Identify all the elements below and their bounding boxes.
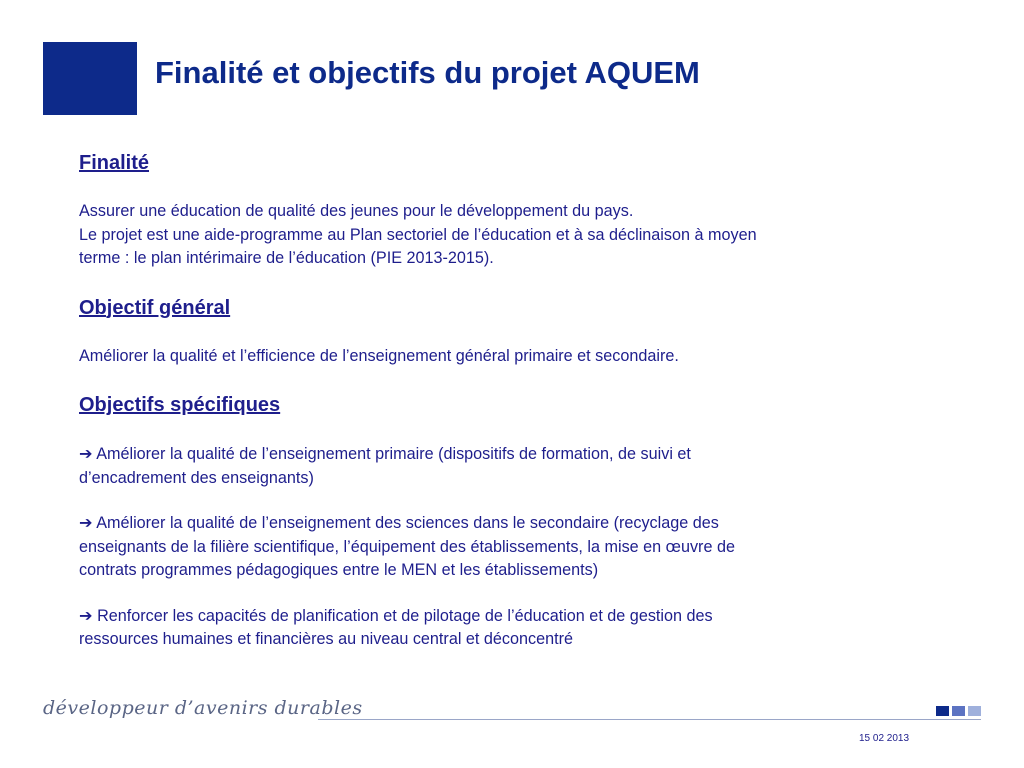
finalite-line-1: Assurer une éducation de qualité des jeunes pour le développement du pays. [79, 202, 634, 220]
arrow-right-icon: ➔ [79, 513, 93, 532]
footer-date: 15 02 2013 [859, 733, 910, 744]
corner-brand-square [43, 42, 137, 115]
specific-objective-item [79, 442, 929, 490]
specific-objective-1-line-1 [79, 442, 929, 467]
arrow-right-icon: ➔ [79, 605, 93, 625]
specific-objective-2-line-1 [79, 511, 929, 536]
specific-objective-1-text: Améliorer la qualité de l’enseignement primaire (dispositifs de formation, de suivi et [96, 445, 691, 463]
heading-objectifs-specifiques: Objectifs spécifiques [79, 394, 281, 416]
footer-squares-icon [936, 706, 981, 716]
finalite-line-3: terme : le plan intérimaire de l’éducation (PIE 2013-2015). [79, 249, 494, 267]
specific-objective-3-line-1 [79, 604, 929, 629]
footer-divider [318, 719, 981, 720]
specific-objective-2-line-3: contrats programmes pédagogiques entre le MEN et les établissements) [79, 561, 599, 579]
footer-slogan-logo: développeur d’avenirs durables [43, 697, 363, 719]
specific-objective-item [79, 604, 929, 652]
specific-objective-item [79, 511, 929, 583]
heading-finalite: Finalité [79, 152, 150, 174]
slide-title: Finalité et objectifs du projet AQUEM [155, 55, 700, 90]
square-mid [952, 706, 965, 716]
square-light [968, 706, 981, 716]
finalite-line-2: Le projet est une aide-programme au Plan sectoriel de l’éducation et à sa déclinaison à moyen [79, 225, 757, 244]
specific-objective-1-line-2: d’encadrement des enseignants) [79, 468, 314, 487]
square-dark [936, 706, 949, 716]
arrow-right-icon: ➔ [79, 444, 93, 463]
specific-objective-3-text: Renforcer les capacités de planification et de pilotage de l’éducation et de gestion des [97, 606, 713, 625]
specific-objective-3-line-2: ressources humaines et financières au niveau central et déconcentré [79, 630, 574, 648]
specific-objective-2-text: Améliorer la qualité de l’enseignement des sciences dans le secondaire (recyclage des [96, 514, 719, 532]
heading-objectif-general: Objectif général [79, 296, 231, 319]
slide-content [79, 150, 929, 652]
objectif-general-text: Améliorer la qualité et l’efficience de l’enseignement général primaire et secondaire. [79, 346, 679, 365]
specific-objective-2-line-2: enseignants de la filière scientifique, l’équipement des établissements, la mise en œuvre de [79, 537, 735, 556]
